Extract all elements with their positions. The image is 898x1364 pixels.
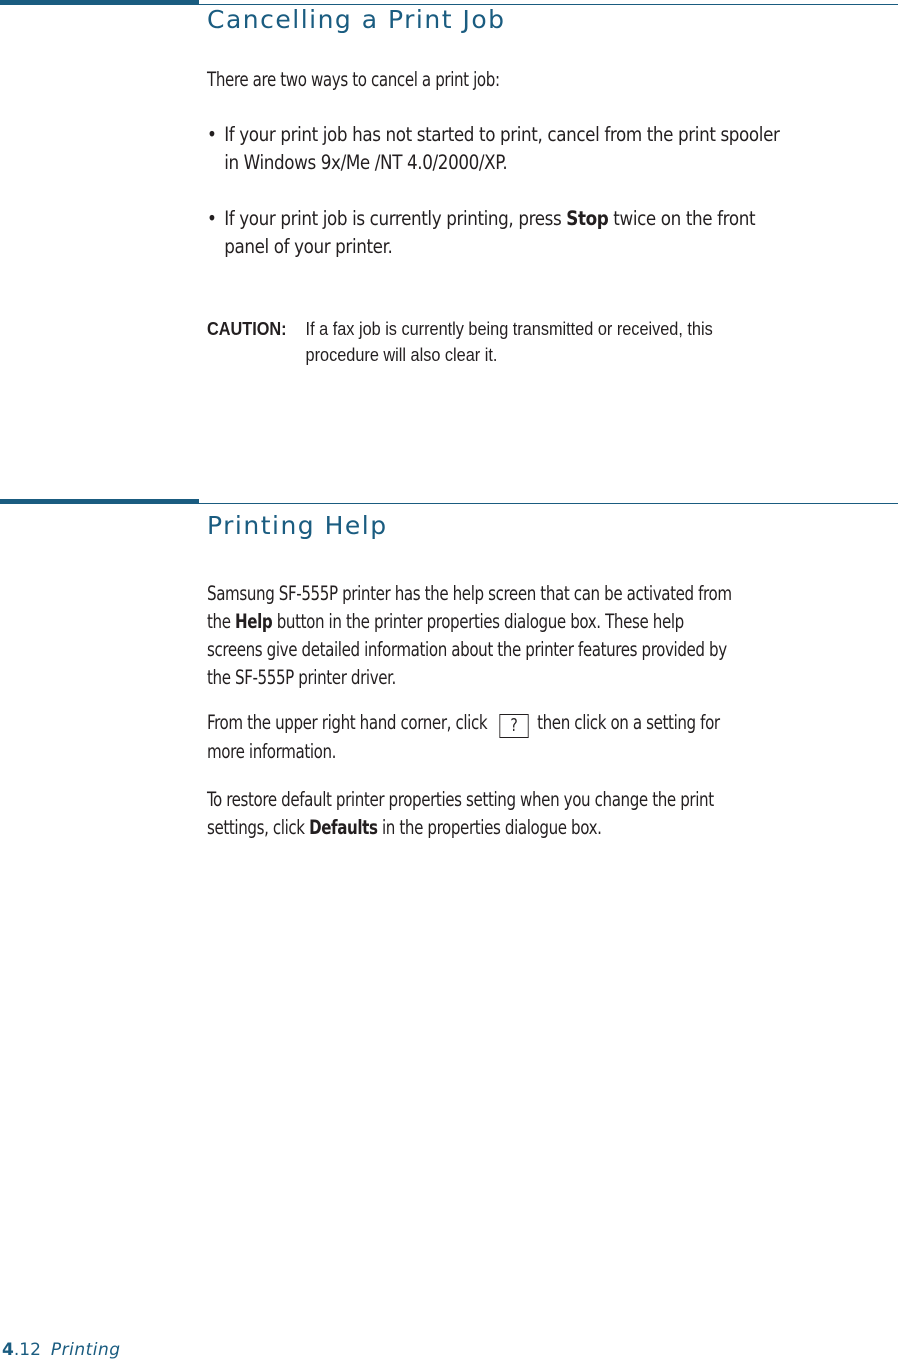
section-rule [199,503,898,504]
paragraph-line: the SF-555P printer driver. [207,666,396,689]
bullet-icon: • [207,123,217,146]
bullet-icon: • [207,207,217,230]
paragraph-line: more information. [207,740,337,763]
page-number: .12 [13,1340,41,1360]
paragraph-line: screens give detailed information about the printer features provided by [207,638,727,661]
caution-label: CAUTION: [207,318,287,339]
intro-paragraph [207,66,895,94]
caution-text: If a fax job is currently being transmitted or received, this [305,318,713,339]
section-title-cancelling: Cancelling a Print Job [207,5,506,34]
list-item [207,121,895,177]
section-rule-accent [0,499,199,504]
chapter-number: 4 [2,1340,14,1360]
section-rule-accent [0,0,199,5]
stop-key-label: Stop [566,207,609,230]
defaults-button-label: Defaults [309,816,378,839]
footer-label: Printing [50,1340,121,1360]
help-paragraph-3 [207,786,895,842]
caution-note [207,316,898,368]
bullet-text: If your print job has not started to print, cancel from the print spooler [224,123,780,146]
paragraph-line: the Help button in the printer properties dialogue box. These help [207,610,684,633]
paragraph-line: To restore default printer properties setting when you change the print [207,788,714,811]
help-paragraph-2 [207,709,895,766]
bullet-text: panel of your printer. [224,235,393,258]
paragraph-line: Samsung SF-555P printer has the help screen that can be activated from [207,582,732,605]
help-button-label: Help [235,610,273,633]
caution-text: procedure will also clear it. [305,344,498,365]
bullet-text: in Windows 9x/Me /NT 4.0/2000/XP. [224,151,508,174]
help-paragraph-1 [207,580,895,692]
bullet-text: If your print job is currently printing, press Stop twice on the front [224,207,756,230]
paragraph-line: settings, click Defaults in the properties dialogue box. [207,816,602,839]
paragraph-line: From the upper right hand corner, click ? then click on a setting for [207,711,720,736]
help-question-button: ? [499,714,528,738]
intro-text: There are two ways to cancel a print job: [207,68,500,91]
page-footer [2,1340,121,1360]
section-title-printing-help: Printing Help [207,511,388,540]
list-item [207,205,895,261]
